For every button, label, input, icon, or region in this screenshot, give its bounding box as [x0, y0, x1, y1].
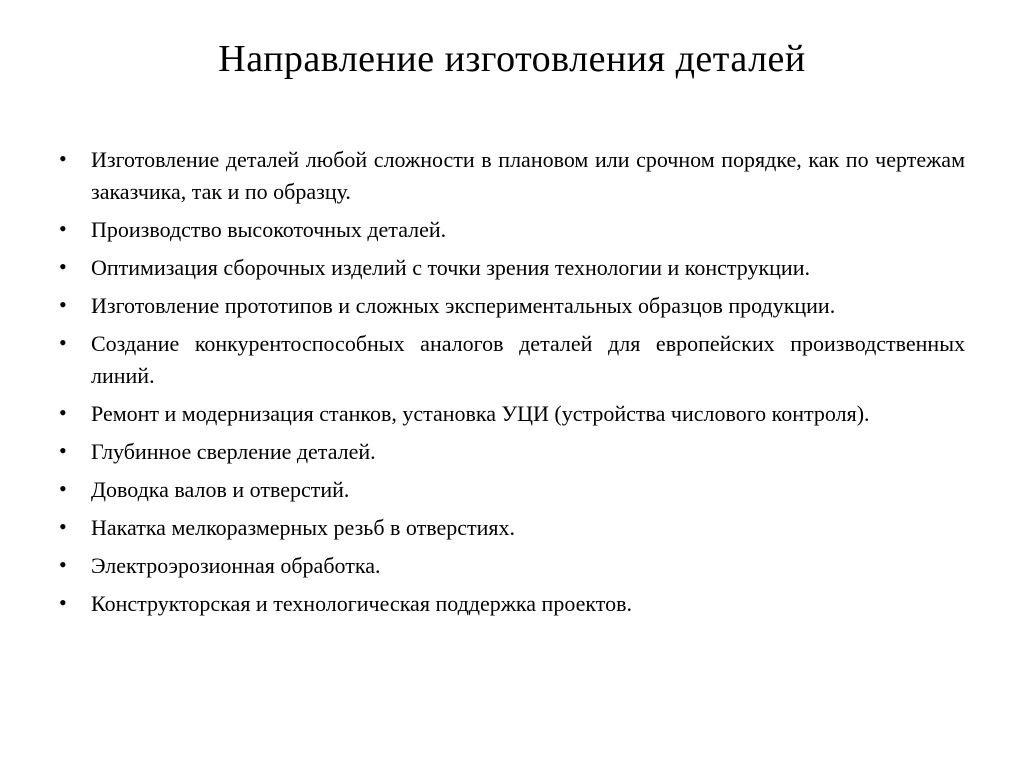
list-item: [57, 214, 965, 246]
bullet-icon: •: [59, 437, 67, 463]
list-item: [57, 252, 965, 284]
bullet-icon: •: [59, 215, 67, 241]
list-item: [57, 436, 965, 468]
list-item: [57, 512, 965, 544]
list-item: [57, 474, 965, 506]
bullet-text: Накатка мелкоразмерных резьб в отверстиях.: [91, 514, 516, 540]
bullet-list: [57, 144, 965, 620]
bullet-icon: •: [59, 589, 67, 615]
bullet-icon: •: [59, 399, 67, 425]
bullet-icon: •: [59, 291, 67, 317]
bullet-text: Оптимизация сборочных изделий с точки зрения технологии и конструкции.: [91, 254, 810, 280]
list-item: [57, 550, 965, 582]
bullet-icon: •: [59, 513, 67, 539]
list-item: [57, 328, 965, 392]
bullet-icon: •: [59, 475, 67, 501]
bullet-text: Конструкторская и технологическая поддержка проектов.: [91, 590, 632, 616]
bullet-text: Производство высокоточных деталей.: [91, 216, 447, 242]
slide-title: Направление изготовления деталей: [218, 38, 806, 80]
bullet-icon: •: [59, 145, 67, 171]
bullet-text: Доводка валов и отверстий.: [91, 476, 350, 502]
list-item: [57, 290, 965, 322]
bullet-text: Электроэрозионная обработка.: [91, 552, 381, 578]
bullet-icon: •: [59, 329, 67, 355]
bullet-icon: •: [59, 551, 67, 577]
list-item: [57, 398, 965, 430]
bullet-text: Ремонт и модернизация станков, установка УЦИ (устройства числового контроля).: [91, 400, 870, 426]
bullet-text: Глубинное сверление деталей.: [91, 438, 376, 464]
bullet-text: Создание конкурентоспособных аналогов деталей для европейских производственных линий.: [91, 330, 965, 388]
bullet-text: Изготовление прототипов и сложных экспериментальных образцов продукции.: [91, 292, 836, 318]
list-item: [57, 144, 965, 208]
bullet-icon: •: [59, 253, 67, 279]
list-item: [57, 588, 965, 620]
bullet-text: Изготовление деталей любой сложности в плановом или срочном порядке, как по чертежам заказчика, так и по образцу.: [91, 146, 965, 204]
